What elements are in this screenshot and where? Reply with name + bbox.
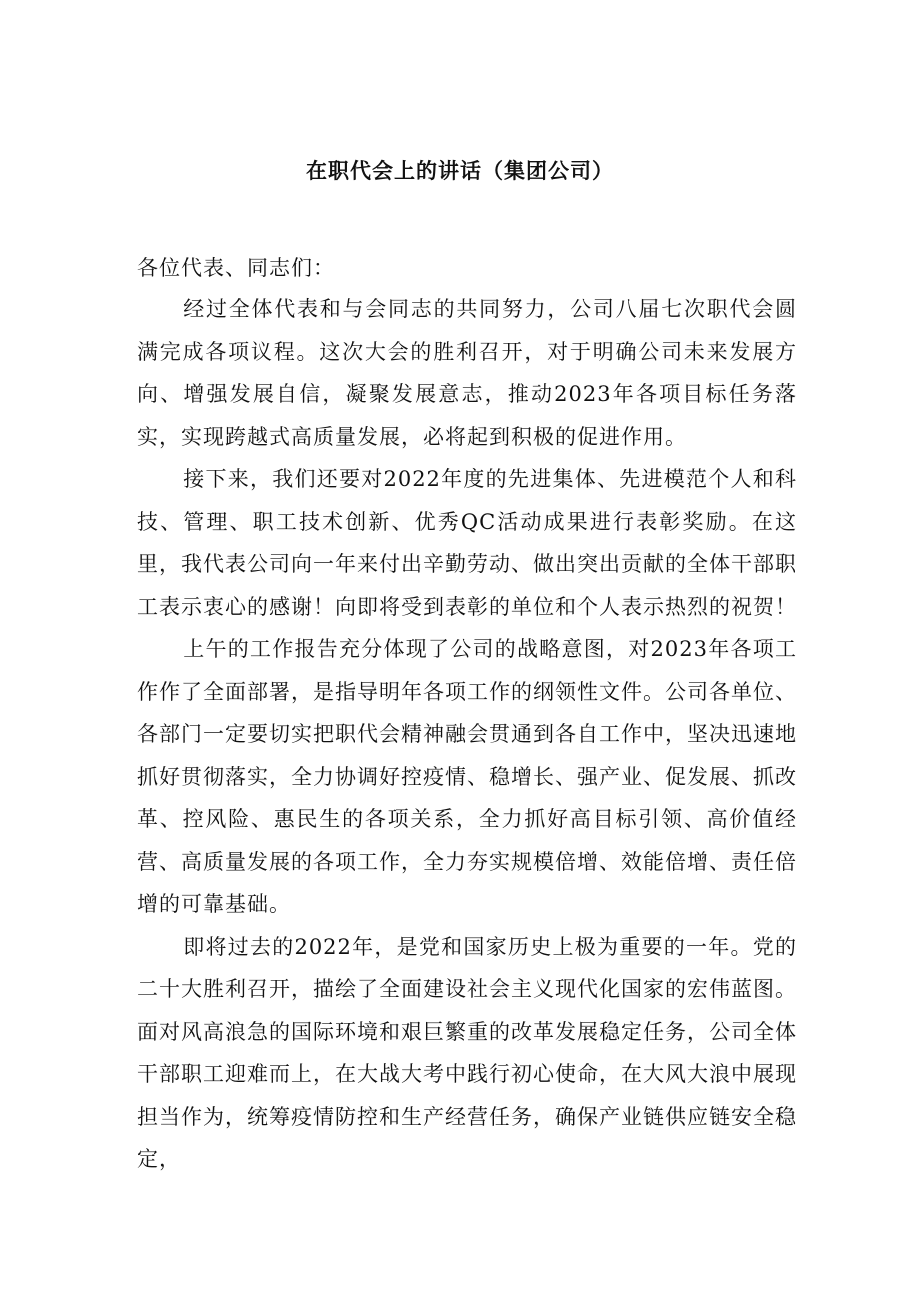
- document-title: 在职代会上的讲话（集团公司）: [306, 158, 614, 183]
- document-body: [137, 288, 797, 1181]
- paragraph: 经过全体代表和与会同志的共同努力，公司八届七次职代会圆满完成各项议程。这次大会的胜利召开，对于明确公司未来发展方向、增强发展自信，凝聚发展意志，推动2023年各项目标任务落实，实现跨越式高质量发展，必将起到积极的促进作用。: [137, 297, 797, 449]
- paragraph: 上午的工作报告充分体现了公司的战略意图，对2023年各项工作作了全面部署，是指导明年各项工作的纲领性文件。公司各单位、各部门一定要切实把职代会精神融会贯通到各自工作中，坚决迅速地抓好贯彻落实，全力协调好控疫情、稳增长、强产业、促发展、抓改革、控风险、惠民生的各项关系，全力抓好高目标引领、高价值经营、高质量发展的各项工作，全力夯实规模倍增、效能倍增、责任倍增的可靠基础。: [137, 637, 797, 916]
- paragraph: 即将过去的2022年，是党和国家历史上极为重要的一年。党的二十大胜利召开，描绘了全面建设社会主义现代化国家的宏伟蓝图。面对风高浪急的国际环境和艰巨繁重的改革发展稳定任务，公司全体干部职工迎难而上，在大战大考中践行初心使命，在大风大浪中展现担当作为，统筹疫情防控和生产经营任务，确保产业链供应链安全稳定，: [137, 934, 797, 1171]
- paragraph: 接下来，我们还要对2022年度的先进集体、先进模范个人和科技、管理、职工技术创新、优秀QC活动成果进行表彰奖励。在这里，我代表公司向一年来付出辛勤劳动、做出突出贡献的全体干部职工表示衷心的感谢！向即将受到表彰的单位和个人表示热烈的祝贺！: [137, 467, 797, 619]
- salutation: 各位代表、同志们：: [137, 256, 335, 280]
